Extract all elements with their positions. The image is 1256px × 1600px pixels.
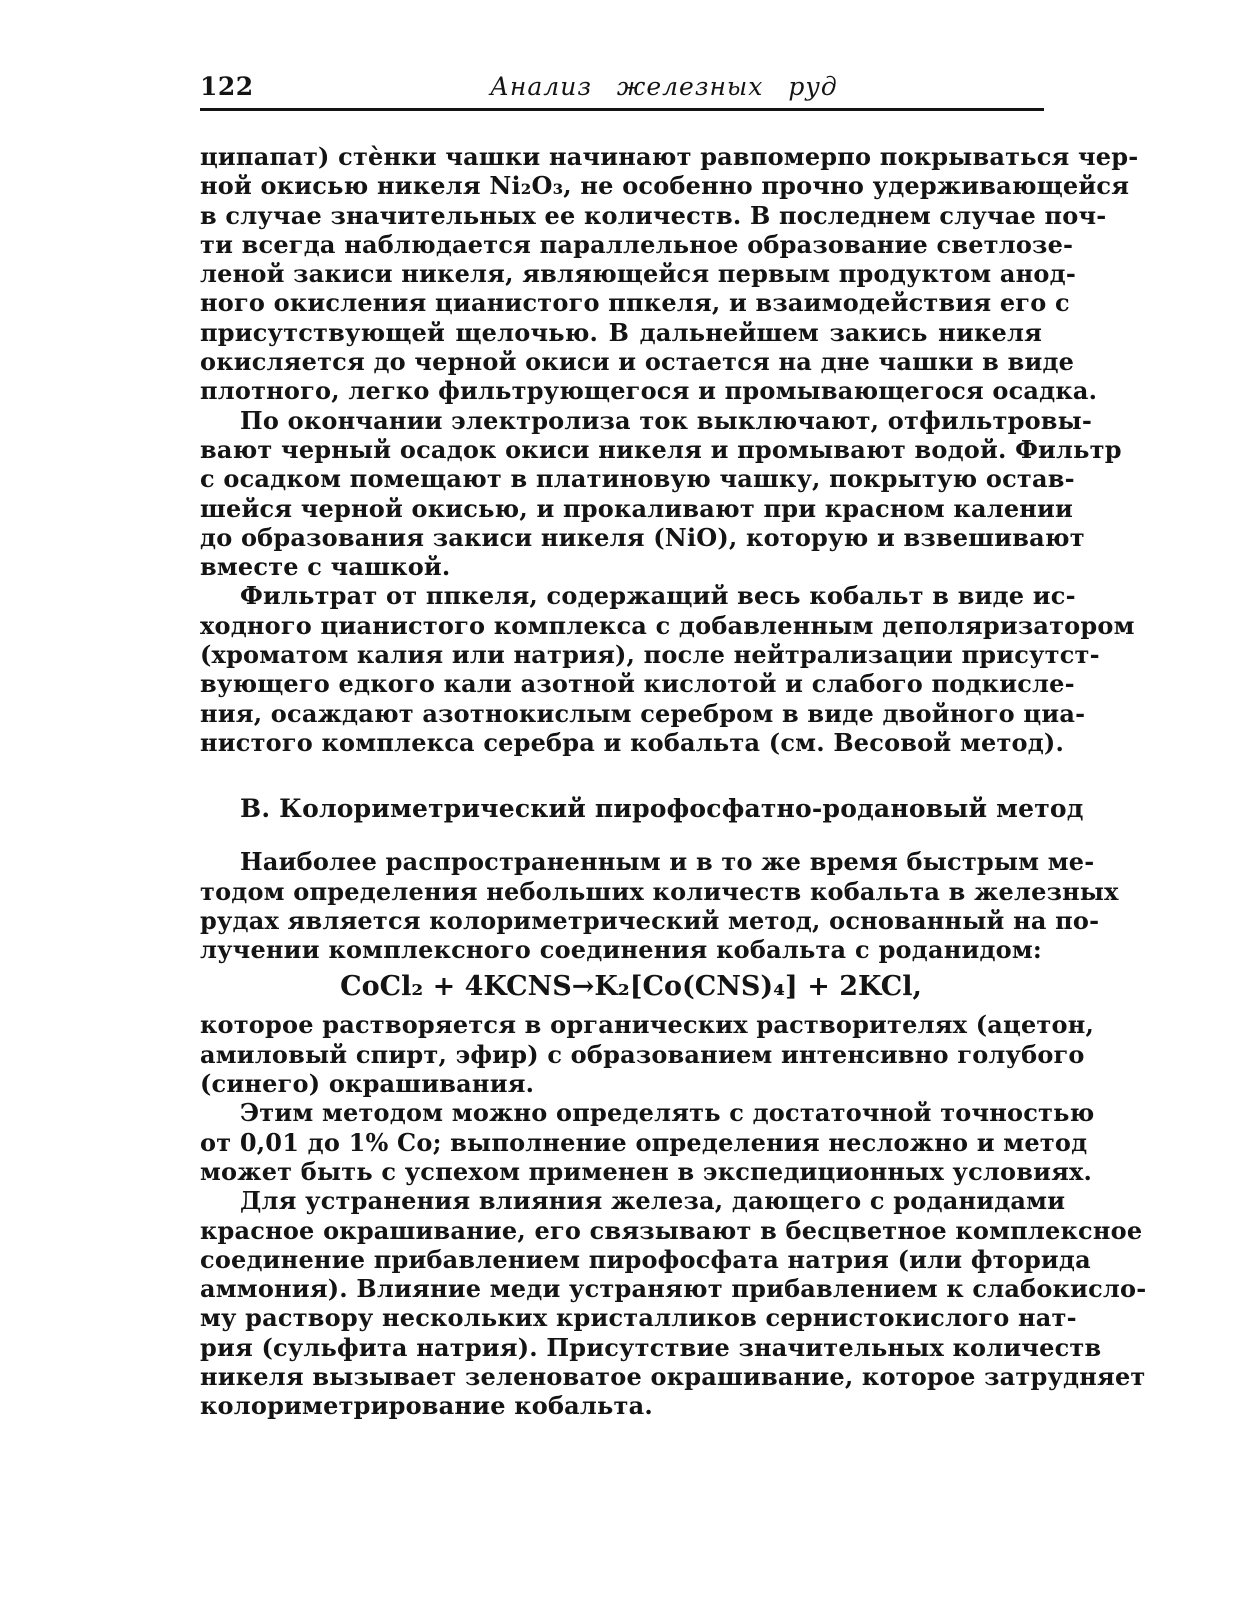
paragraph [200,1186,1147,1421]
text-line: (синего) окрашивания. [200,1069,535,1099]
paragraph [200,1010,1095,1099]
text-line: нистого комплекса серебра и кобальта (см. Весовой метод). [200,727,1065,757]
paragraph [200,142,1139,406]
text-line: в случае значительных ее количеств. В последнем случае поч- [200,200,1107,230]
paragraph [200,581,1135,757]
text-line: рудах является колориметрический метод, основанный на по- [200,905,1100,935]
text-line: аммония). Влияние меди устраняют прибавлением к слабокисло- [200,1274,1147,1304]
text-line: колориметрирование кобальта. [200,1391,653,1421]
text-line: ходного цианистого комплекса с добавленным деполяризатором [200,610,1135,640]
text-line: Фильтрат от ппкеля, содержащий весь кобальт в виде ис- [240,581,1076,611]
text-line: вают черный осадок окиси никеля и промывают водой. Фильтр [200,434,1122,464]
paragraph [200,847,1119,965]
text-line: вместе с чашкой. [200,552,451,582]
header-rule [200,108,1044,111]
text-line: рия (сульфита натрия). Присутствие значительных количеств [200,1332,1102,1362]
text-line: до образования закиси никеля (NiO), которую и взвешивают [200,522,1085,552]
text-line: ти всегда наблюдается параллельное образование светлозе- [200,229,1074,259]
text-line: Этим методом можно определять с достаточной точностью [240,1098,1095,1128]
text-line: ния, осаждают азотнокислым серебром в виде двойного циа- [200,698,1086,728]
text-line: никеля вызывает зеленоватое окрашивание, которое затрудняет [200,1361,1146,1391]
text-line: может быть с успехом применен в экспедиционных условиях. [200,1156,1093,1186]
text-line: амиловый спирт, эфир) с образованием интенсивно голубого [200,1039,1085,1069]
running-title: Анализ железных руд [490,72,838,101]
text-line: леной закиси никеля, являющейся первым продуктом анод- [200,259,1076,289]
paragraph [200,405,1122,582]
text-line: Наиболее распространенным и в то же время быстрым ме- [240,847,1095,877]
page-number: 122 [200,72,254,101]
text-line: от 0,01 до 1% Со; выполнение определения несложно и метод [200,1127,1088,1157]
paragraph [200,1098,1095,1186]
text-line: красное окрашивание, его связывают в бесцветное комплексное [200,1215,1143,1245]
text-line: присутствующей щелочью. В дальнейшем закись никеля [200,317,1042,347]
text-line: Для устранения влияния железа, дающего с роданидами [240,1186,1066,1216]
text-line: ной окисью никеля Ni₂O₃, не особенно прочно удерживающейся [200,171,1130,201]
text-line: ного окисления цианистого ппкеля, и взаимодействия его с [200,288,1070,318]
text-line: вующего едкого кали азотной кислотой и слабого подкисле- [200,669,1075,699]
text-line: тодом определения небольших количеств кобальта в железных [200,876,1119,906]
text-line: окисляется до черной окиси и остается на дне чашки в виде [200,347,1075,377]
text-line: лучении комплексного соединения кобальта с роданидом: [200,935,1042,965]
text-line: которое растворяется в органических растворителях (ацетон, [200,1010,1095,1040]
text-line: плотного, легко фильтрующегося и промывающегося осадка. [200,376,1098,406]
text-line: соединение прибавлением пирофосфата натрия (или фторида [200,1244,1091,1274]
text-line: шейся черной окисью, и прокаливают при красном калении [200,493,1074,523]
text-line: му раствору нескольких кристалликов сернистокислого нат- [200,1303,1077,1333]
text-line: (хроматом калия или натрия), после нейтрализации присутст- [200,640,1100,670]
chemical-equation: CoCl₂ + 4KCNS→K₂[Co(CNS)₄] + 2KCl, [340,971,922,1003]
text-line: По окончании электролиза ток выключают, отфильтровы- [240,405,1093,435]
text-line: с осадком помещают в платиновую чашку, покрытую остав- [200,464,1075,494]
body-text [200,142,1147,1421]
running-header [200,66,1042,104]
section-heading: В. Колориметрический пирофосфатно-родановый метод [240,794,1084,824]
text-line: ципапат) стѐнки чашки начинают равпомерпо покрываться чер- [200,142,1139,171]
